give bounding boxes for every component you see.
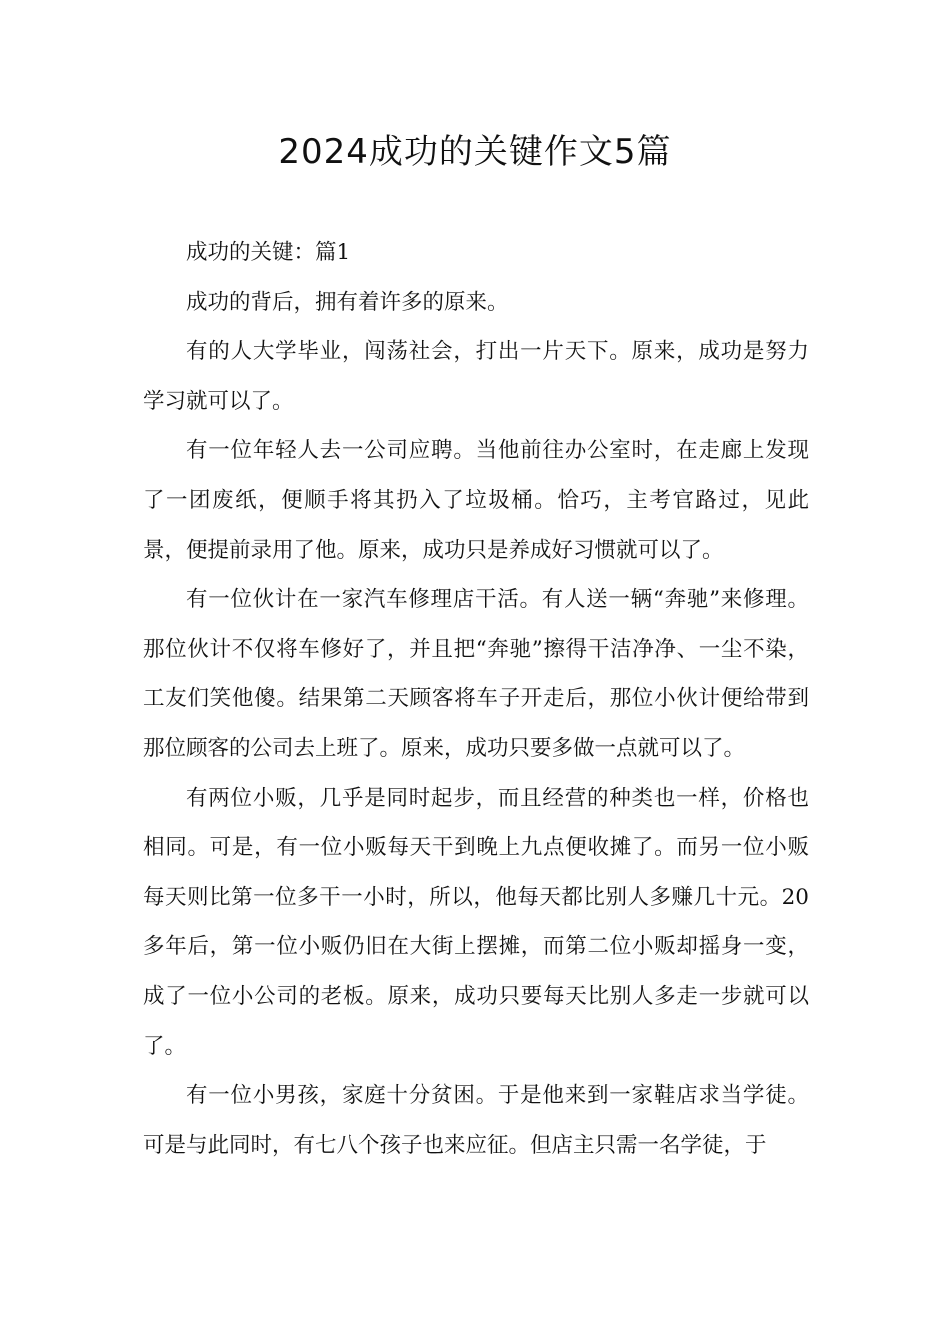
document-body [143,228,809,1170]
paragraph: 有两位小贩，几乎是同时起步，而且经营的种类也一样，价格也相同。可是，有一位小贩每天干到晚上九点便收摊了。而另一位小贩每天则比第一位多干一小时，所以，他每天都比别人多赚几十元。20多年后，第一位小贩仍旧在大街上摆摊，而第二位小贩却摇身一变，成了一位小公司的老板。原来，成功只要每天比别人多走一步就可以了。 [143,785,809,1059]
paragraph: 有一位伙计在一家汽车修理店干活。有人送一辆“奔驰”来修理。那位伙计不仅将车修好了，并且把“奔驰”擦得干洁净净、一尘不染，工友们笑他傻。结果第二天顾客将车子开走后，那位小伙计便给带到那位顾客的公司去上班了。原来，成功只要多做一点就可以了。 [143,587,809,761]
paragraph: 成功的背后，拥有着许多的原来。 [186,289,509,315]
paragraph: 有的人大学毕业，闯荡社会，打出一片天下。原来，成功是努力学习就可以了。 [143,339,809,414]
paragraph: 有一位年轻人去一公司应聘。当他前往办公室时，在走廊上发现了一团废纸，便顺手将其扔入了垃圾桶。恰巧，主考官路过，见此景，便提前录用了他。原来，成功只是养成好习惯就可以了。 [143,438,809,563]
paragraph: 有一位小男孩，家庭十分贫困。于是他来到一家鞋店求当学徒。可是与此同时，有七八个孩子也来应征。但店主只需一名学徒，于 [143,1083,809,1158]
document-title: 2024成功的关键作文5篇 [278,132,672,172]
paragraph-section-heading: 成功的关键：篇1 [186,240,351,265]
